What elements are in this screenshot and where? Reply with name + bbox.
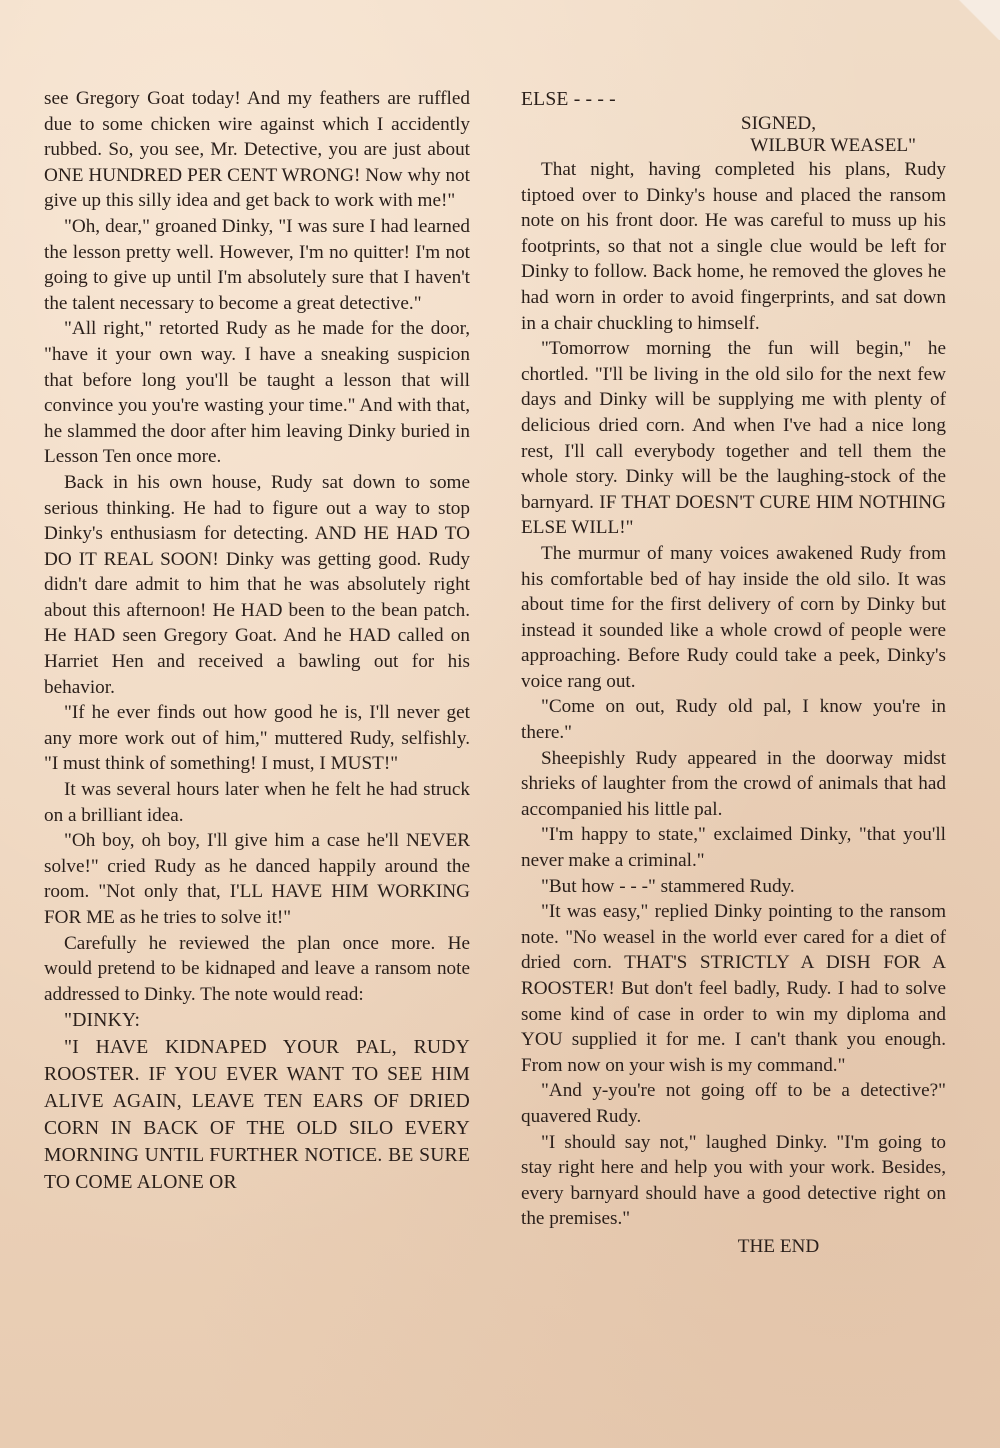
paragraph: Sheepishly Rudy appeared in the doorway midst shrieks of laughter from the crowd of animals that had accompanied his little pal. [521,747,946,820]
paragraph: "Oh boy, oh boy, I'll give him a case he'll NEVER solve!" cried Rudy as he danced happily around the room. "Not only that, I'LL HAVE HIM WORKING FOR ME as he tries to solve it!" [44,830,470,928]
paragraph: see Gregory Goat today! And my feathers are ruffled due to some chicken wire against which I accidently rubbed. So, you see, Mr. Detective, you are just about ONE HUNDRED PER CENT WRONG! Now why not give up this silly idea and get back to work with me!" [44,88,470,212]
paragraph: "And y-you're not going off to be a detective?" quavered Rudy. [521,1080,946,1127]
signed-name: WILBUR WEASEL" [750,135,916,156]
paragraph: The murmur of many voices awakened Rudy from his comfortable bed of hay inside the old silo. It was about time for the first delivery of corn by Dinky but instead it sounded like a whole crowd of people were approaching. Before Rudy could take a peek, Dinky's voice rang out. [521,542,946,692]
paragraph: "It was easy," replied Dinky pointing to the ransom note. "No weasel in the world ever cared for a diet of dried corn. THAT'S STRICTLY A DISH FOR A ROOSTER! But don't feel badly, Rudy. I had to solve some kind of case in order to win my diploma and YOU supplied it for me. I can't thank you enough. From now on your wish is my command." [521,901,946,1076]
ransom-note-ending: ELSE - - - - [521,89,616,110]
page-corner [940,0,1000,40]
paragraph: "But how - - -" stammered Rudy. [541,875,795,897]
ransom-note-body: "I HAVE KIDNAPED YOUR PAL, RUDY ROOSTER. IF YOU EVER WANT TO SEE HIM ALIVE AGAIN, LEAVE TEN EARS OF DRIED CORN IN BACK OF THE OLD SILO EVERY MORNING UNTIL FURTHER NOTICE. BE SURE TO COME ALONE OR [44,1037,470,1194]
paragraph: "Oh, dear," groaned Dinky, "I was sure I had learned the lesson pretty well. However, I'm no quitter! I'm not going to give up until I'm absolutely sure that I haven't the talent necessary to become a great detective." [44,215,470,314]
ransom-note-signature [521,113,946,157]
paragraph: Back in his own house, Rudy sat down to some serious thinking. He had to figure out a way to stop Dinky's enthusiasm for detecting. AND HE HAD TO DO IT REAL SOON! Dinky was getting good. Rudy didn't dare admit to him that he was absolutely right about this afternoon! He HAD been to the bean patch. He HAD seen Gregory Goat. And he HAD called on Harriet Hen and received a bawling out for his behavior. [44,471,470,698]
paragraph: "All right," retorted Rudy as he made for the door, "have it your own way. I have a sneaking suspicion that before long you'll be taught a lesson that will convince you you're wasting your time." And with that, he slammed the door after him leaving Dinky buried in Lesson Ten once more. [44,318,470,468]
paragraph: It was several hours later when he felt he had struck on a brilliant idea. [44,779,470,826]
right-column [521,86,946,1260]
signed-label: SIGNED, [740,113,817,134]
paragraph: "Come on out, Rudy old pal, I know you're in there." [521,696,946,744]
paragraph: Carefully he reviewed the plan once more. He would pretend to be kidnaped and leave a ransom note addressed to Dinky. The note would read: [44,932,470,1005]
ransom-note-salutation: "DINKY: [64,1010,141,1032]
paragraph: "I should say not," laughed Dinky. "I'm going to stay right here and help you with your work. Besides, every barnyard should have a good detective right on the premises." [521,1131,946,1230]
paragraph: "I'm happy to state," exclaimed Dinky, "that you'll never make a criminal." [521,824,946,872]
paragraph: "Tomorrow morning the fun will begin," he chortled. "I'll be living in the old silo for the next few days and Dinky will be supplying me with plenty of delicious dried corn. And when I've had a nice long rest, I'll call everybody together and tell them the whole story. Dinky will be the laughing-stock of the barnyard. IF THAT DOESN'T CURE HIM NOTHING ELSE WILL!" [521,338,946,539]
paragraph: "If he ever finds out how good he is, I'll never get any more work out of him," muttered Rudy, selfishly. "I must think of something! I must, I MUST!" [44,702,470,775]
the-end-label: THE END [737,1235,820,1257]
left-column [44,86,470,1196]
paragraph: That night, having completed his plans, Rudy tiptoed over to Dinky's house and placed the ransom note on his front door. He was careful to muss up his footprints, so that not a single clue would be left for Dinky to follow. Back home, he removed the gloves he had worn in order to avoid fingerprints, and sat down in a chair chuckling to himself. [521,159,946,334]
